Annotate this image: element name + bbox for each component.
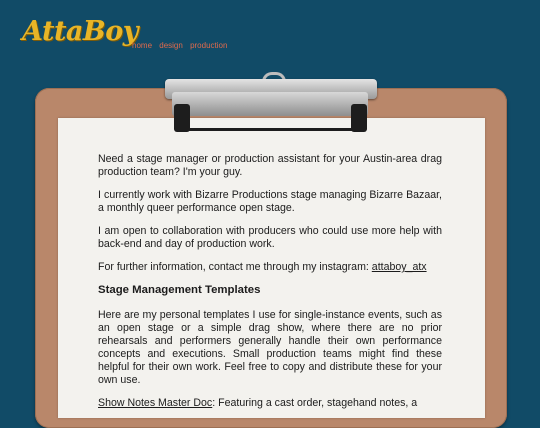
clip-lever-icon xyxy=(180,112,366,131)
main-nav xyxy=(132,41,232,50)
nav-production[interactable]: production xyxy=(190,41,228,50)
site-logo[interactable]: AttaBoy xyxy=(22,16,138,47)
template-item xyxy=(98,397,442,410)
intro-paragraph-3: I am open to collaboration with producers who could use more help with back-end and day of production work. xyxy=(98,225,442,250)
intro-paragraph-1: Need a stage manager or production assistant for your Austin-area drag production team? I'm your guy. xyxy=(98,153,442,178)
instagram-link[interactable]: attaboy_atx xyxy=(371,261,427,273)
show-notes-link[interactable]: Show Notes Master Doc xyxy=(98,397,213,409)
nav-design[interactable]: design xyxy=(159,41,183,50)
nav-home[interactable]: home xyxy=(132,41,153,50)
show-notes-description: : Featuring a cast order, stagehand notes, a xyxy=(212,397,418,409)
page-content xyxy=(98,153,442,420)
clip-grip-left-icon xyxy=(174,104,190,132)
contact-text: For further information, contact me through my instagram: xyxy=(98,261,372,273)
templates-description: Here are my personal templates I use for single-instance events, such as an open stage or a simple drag show, where there are no prior rehearsals and performers generally handle their own performance concepts and executions. Small production teams might find these helpful for their own work. Feel free to copy and distribute these for your own use. xyxy=(98,309,442,386)
intro-paragraph-4 xyxy=(98,261,442,274)
clip-grip-right-icon xyxy=(351,104,367,132)
intro-paragraph-2: I currently work with Bizarre Productions stage managing Bizarre Bazaar, a monthly queer performance open stage. xyxy=(98,189,442,214)
templates-heading: Stage Management Templates xyxy=(98,284,261,296)
